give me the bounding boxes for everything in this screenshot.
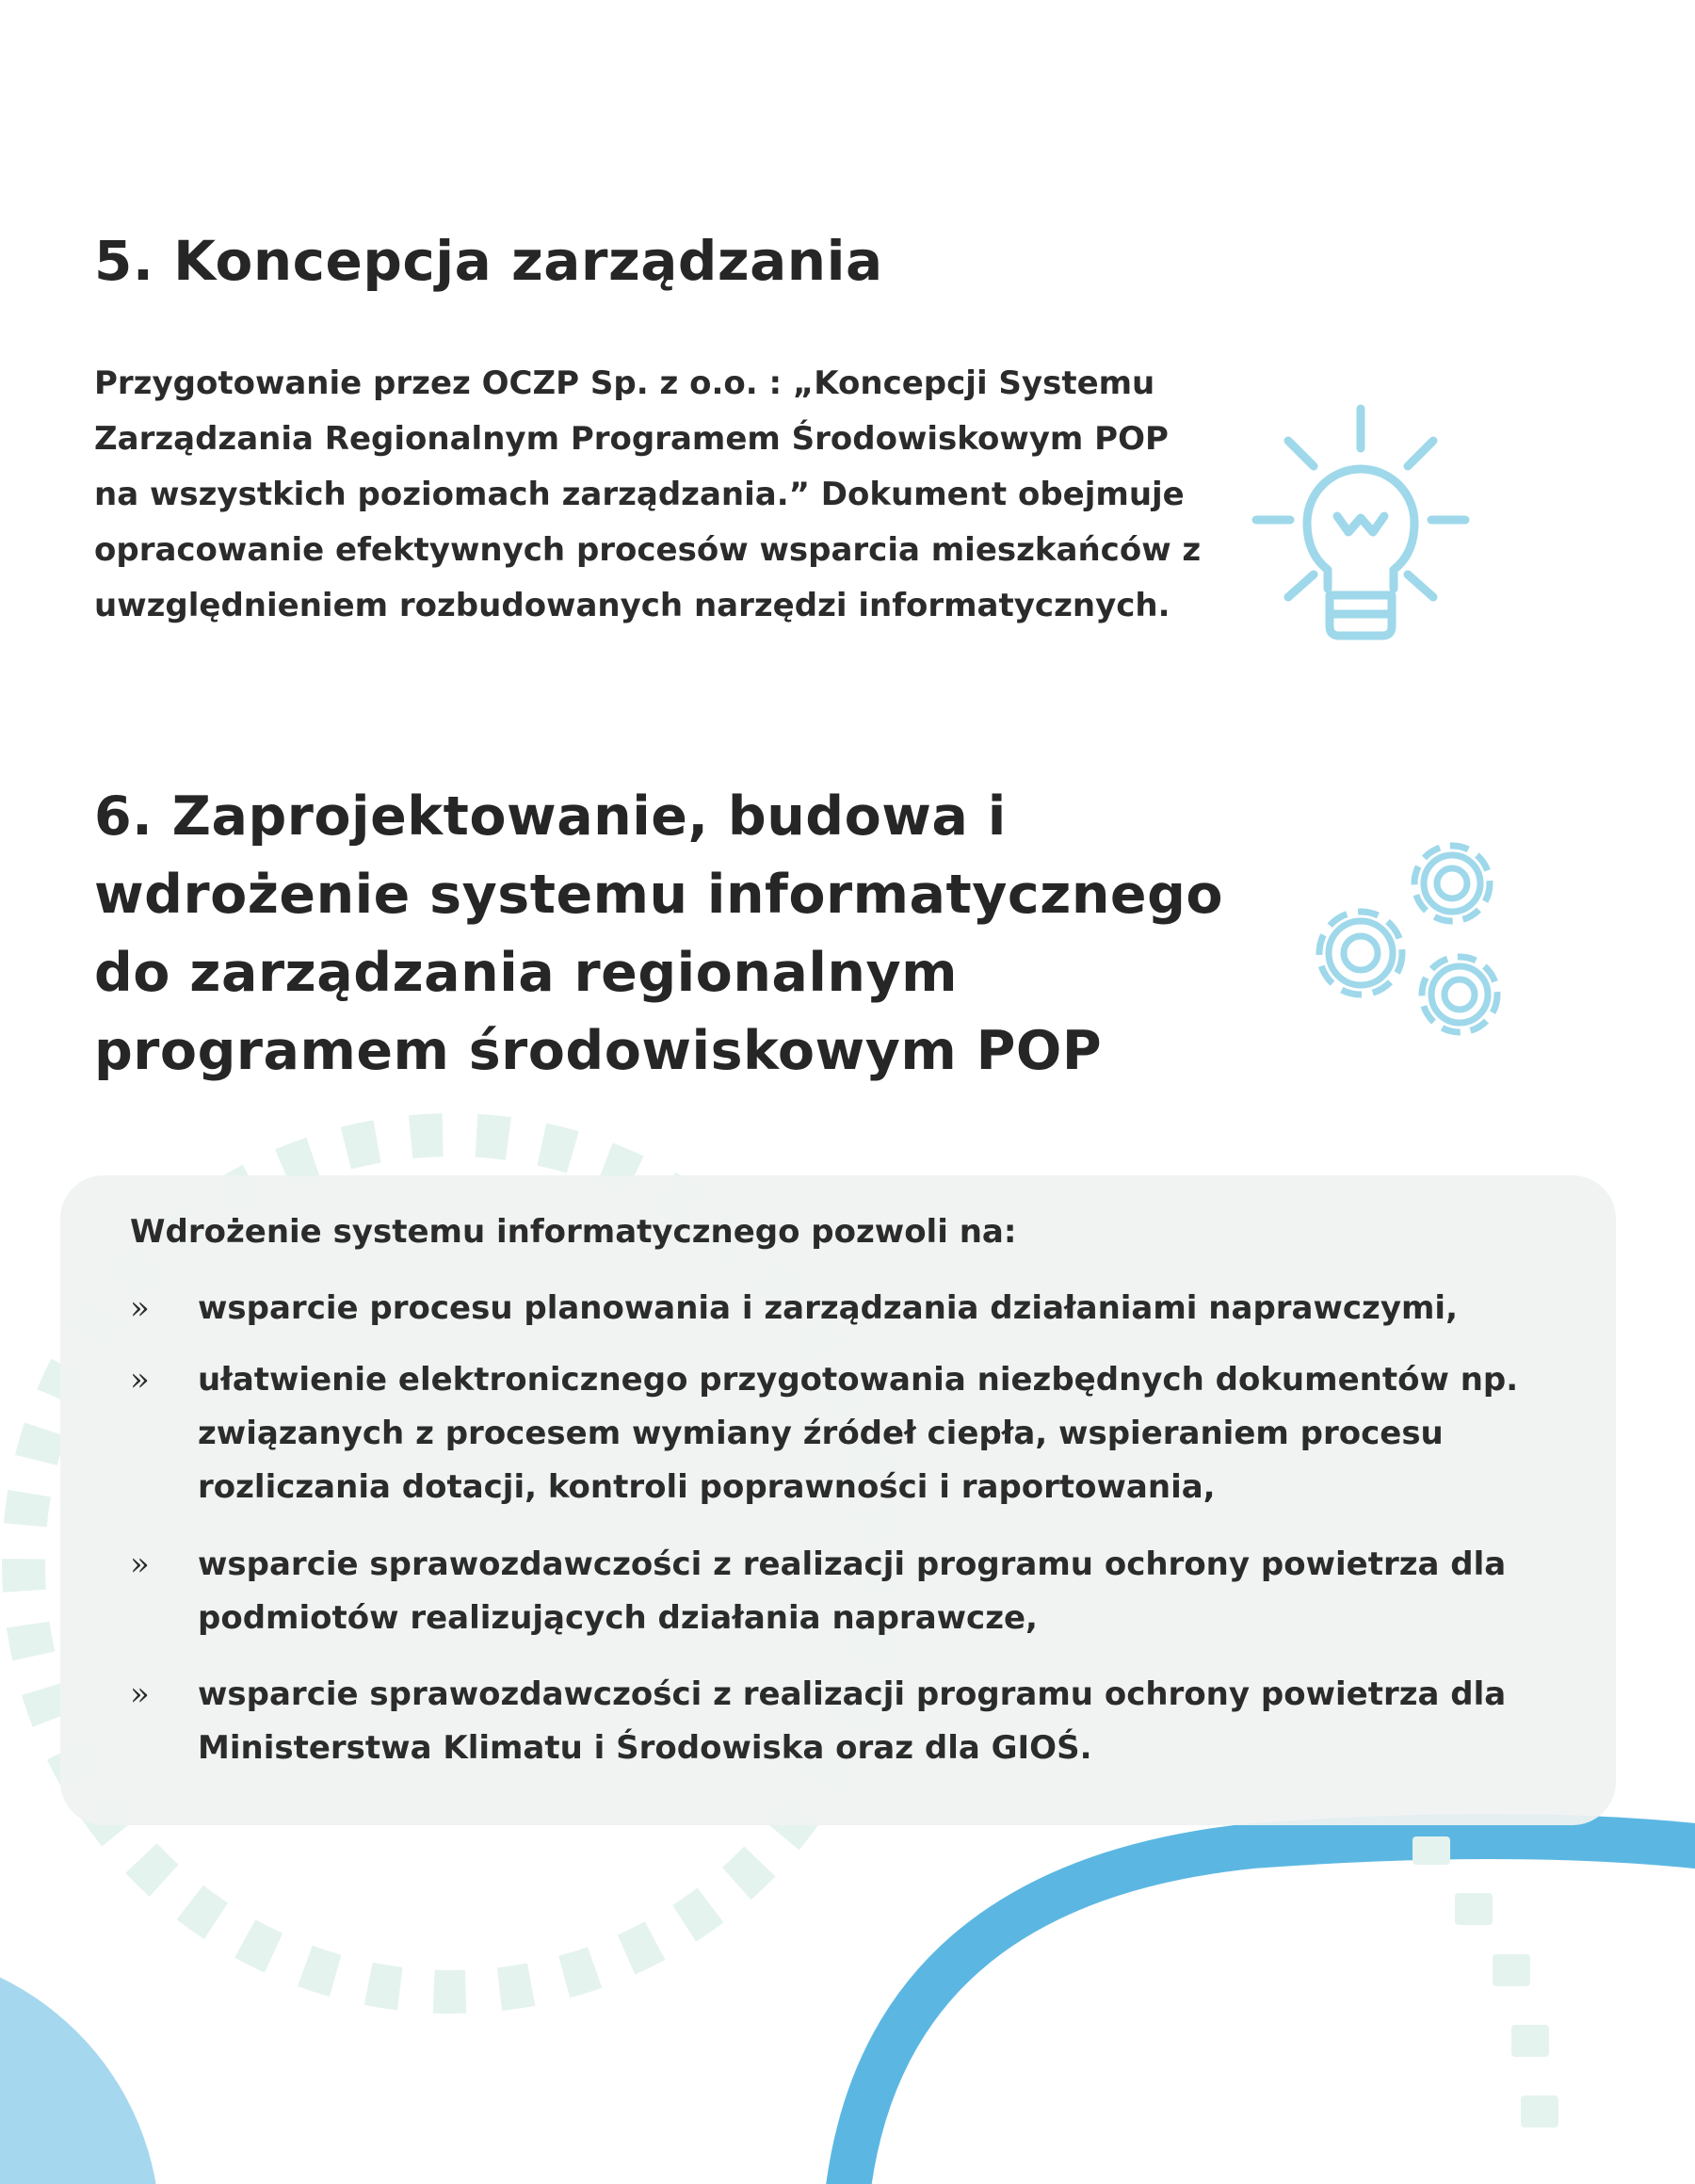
bullet-marker-icon: »: [130, 1361, 150, 1399]
gears-icon: [1290, 829, 1526, 1055]
gear-top-right: [1414, 846, 1490, 921]
bullet-marker-icon: »: [130, 1545, 150, 1583]
dash-marks-decoration: [1412, 1836, 1558, 2127]
blue-bubble-decoration: [0, 1949, 160, 2184]
section-5-body: Przygotowanie przez OCZP Sp. z o.o. : „Koncepcji Systemu Zarządzania Regionalnym Programem Środowiskowym POP na wszystkich poziomach zarządzania.” Dokument obejmuje opracowanie efektywnych procesów wsparcia mieszkańców z uwzględnieniem rozbudowanych narzędzi informatycznych.: [94, 364, 1202, 624]
panel-intro: Wdrożenie systemu informatycznego pozwoli na:: [130, 1213, 1017, 1251]
section-6-title: 6. Zaprojektowanie, budowa i wdrożenie systemu informatycznego do zarządzania regionalnym programem środowiskowym POP: [94, 785, 1224, 1082]
bullet-marker-icon: »: [130, 1289, 150, 1327]
list-item-text: wsparcie sprawozdawczości z realizacji programu ochrony powietrza dla Ministerstwa Klimatu i Środowiska oraz dla GIOŚ.: [198, 1675, 1507, 1767]
list-item-text: ułatwienie elektronicznego przygotowania niezbędnych dokumentów np. związanych z procesem wymiany źródeł ciepła, wspieraniem procesu rozliczania dotacji, kontroli poprawności i raportowania,: [198, 1361, 1519, 1506]
list-item-text: wsparcie sprawozdawczości z realizacji programu ochrony powietrza dla podmiotów realizujących działania naprawcze,: [198, 1545, 1507, 1637]
cloud-outline-decoration: [848, 1836, 1695, 2184]
gear-bottom-right: [1422, 957, 1497, 1032]
gear-left: [1319, 912, 1402, 995]
lightbulb-icon: [1243, 396, 1478, 650]
bullet-marker-icon: »: [130, 1675, 150, 1713]
section-5-title: 5. Koncepcja zarządzania: [94, 229, 883, 293]
list-item-text: wsparcie procesu planowania i zarządzania działaniami naprawczymi,: [198, 1289, 1459, 1327]
